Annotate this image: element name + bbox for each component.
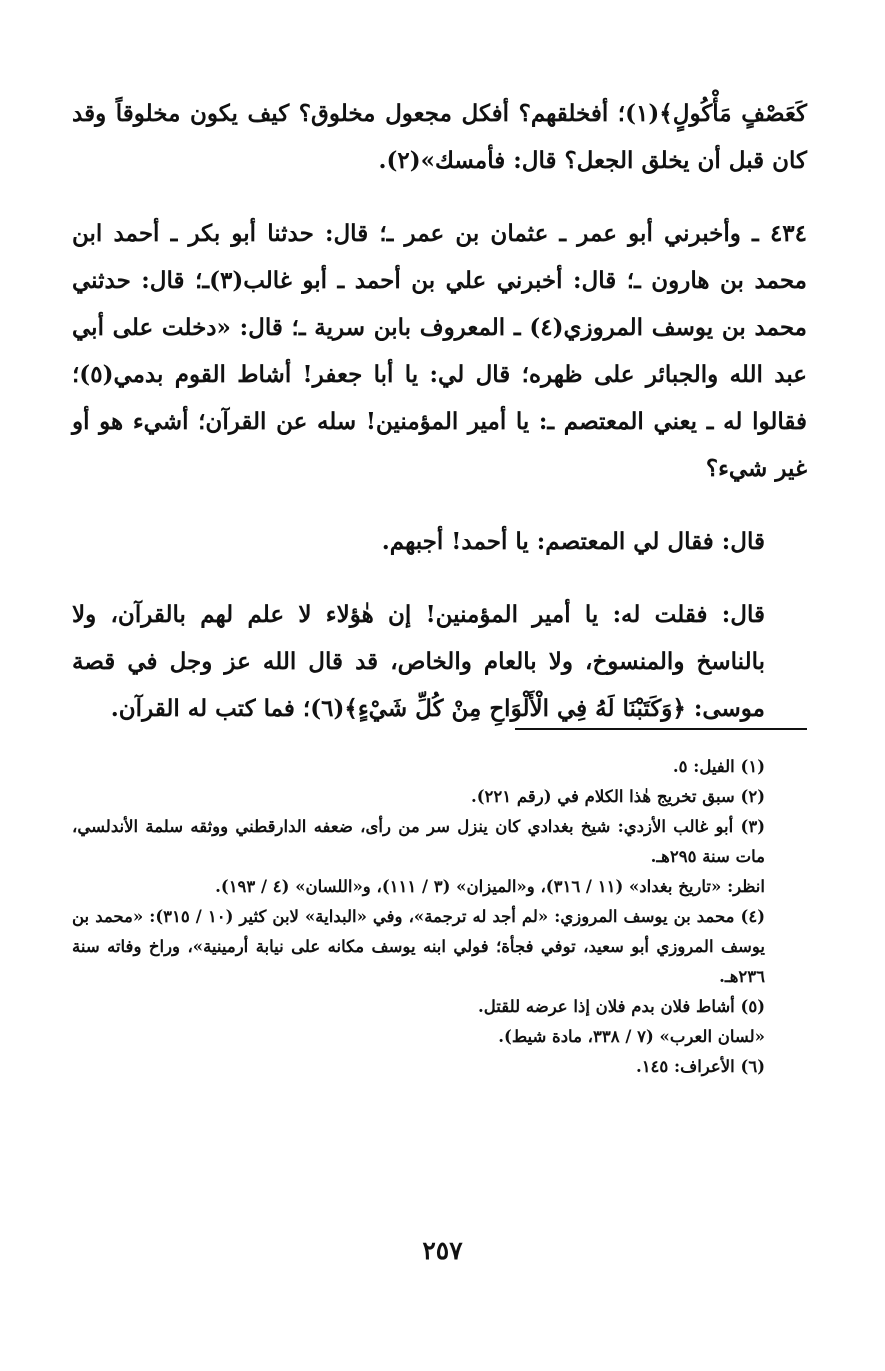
footnote-5: (٥) أشاط فلان بدم فلان إذا عرضه للقتل. [478,997,765,1016]
footnote-5-reference: «لسان العرب» (٧ / ٣٣٨، مادة شيط). [498,1027,765,1046]
footnote-3-references: انظر: «تاريخ بغداد» (١١ / ٣١٦)، و«الميزان» (٣ / ١١١)، و«اللسان» (٤ / ١٩٣). [215,877,765,896]
paragraph-mutasim-reply: قال: فقال لي المعتصم: يا أحمد! أجبهم. [381,528,765,555]
paragraph-ahmad-answer: قال: فقلت له: يا أمير المؤمنين! إن هٰؤلاء لا علم لهم بالقرآن، ولا بالناسخ والمنسوخ، ولا بالعام والخاص، قد قال الله عز وجل في قصة موسى: ﴿وَكَتَبْنَا لَهُ فِي الْأَلْوَاحِ مِنْ كُلِّ شَيْءٍ﴾(٦)؛ فما كتب له القرآن. [72,601,765,722]
main-text [72,90,807,732]
footnote-separator [515,728,807,730]
footnote-2: (٢) سبق تخريج هٰذا الكلام في (رقم ٢٢١). [470,787,765,806]
paragraph-narration-434: ٤٣٤ ـ وأخبرني أبو عمر ـ عثمان بن عمر ـ؛ قال: حدثنا أبو بكر ـ أحمد ابن محمد بن هارون ـ؛ قال: أخبرني علي بن أحمد ـ أبو غالب(٣)ـ؛ قال: حدثني محمد بن يوسف المروزي(٤) ـ المعروف بابن سرية ـ؛ قال: «دخلت على أبي عبد الله والجبائر على ظهره؛ قال لي: يا أبا جعفر! أشاط القوم بدمي(٥)؛ فقالوا له ـ يعني المعتصم ـ: يا أمير المؤمنين! سله عن القرآن؛ أشيء هو أو غير شيء؟ [72,220,808,482]
footnote-3: (٣) أبو غالب الأزدي: شيخ بغدادي كان ينزل سر من رأى، ضعفه الدارقطني ووثقه سلمة الأندلسي، مات سنة ٢٩٥هـ. [72,817,765,866]
footnote-4: (٤) محمد بن يوسف المروزي: «لم أجد له ترجمة»، وفي «البداية» لابن كثير (١٠ / ٣١٥): «محمد بن يوسف المروزي أبو سعيد، توفي فجأة؛ فولي ابنه يوسف مكانه على نيابة أرمينية»، وراخ وفاته سنة ٢٣٦هـ. [72,907,765,986]
footnote-6: (٦) الأعراف: ١٤٥. [635,1057,765,1076]
footnotes [72,752,807,1082]
paragraph-continuation: كَعَصْفٍ مَأْكُولٍ﴾(١)؛ أفخلقهم؟ أفكل مجعول مخلوق؟ كيف يكون مخلوقاً وقد كان قبل أن يخلق الجعل؟ قال: فأمسك»(٢). [72,100,807,174]
page-number: ٢٥٧ [422,1236,463,1265]
footnote-1: (١) الفيل: ٥. [672,757,765,776]
